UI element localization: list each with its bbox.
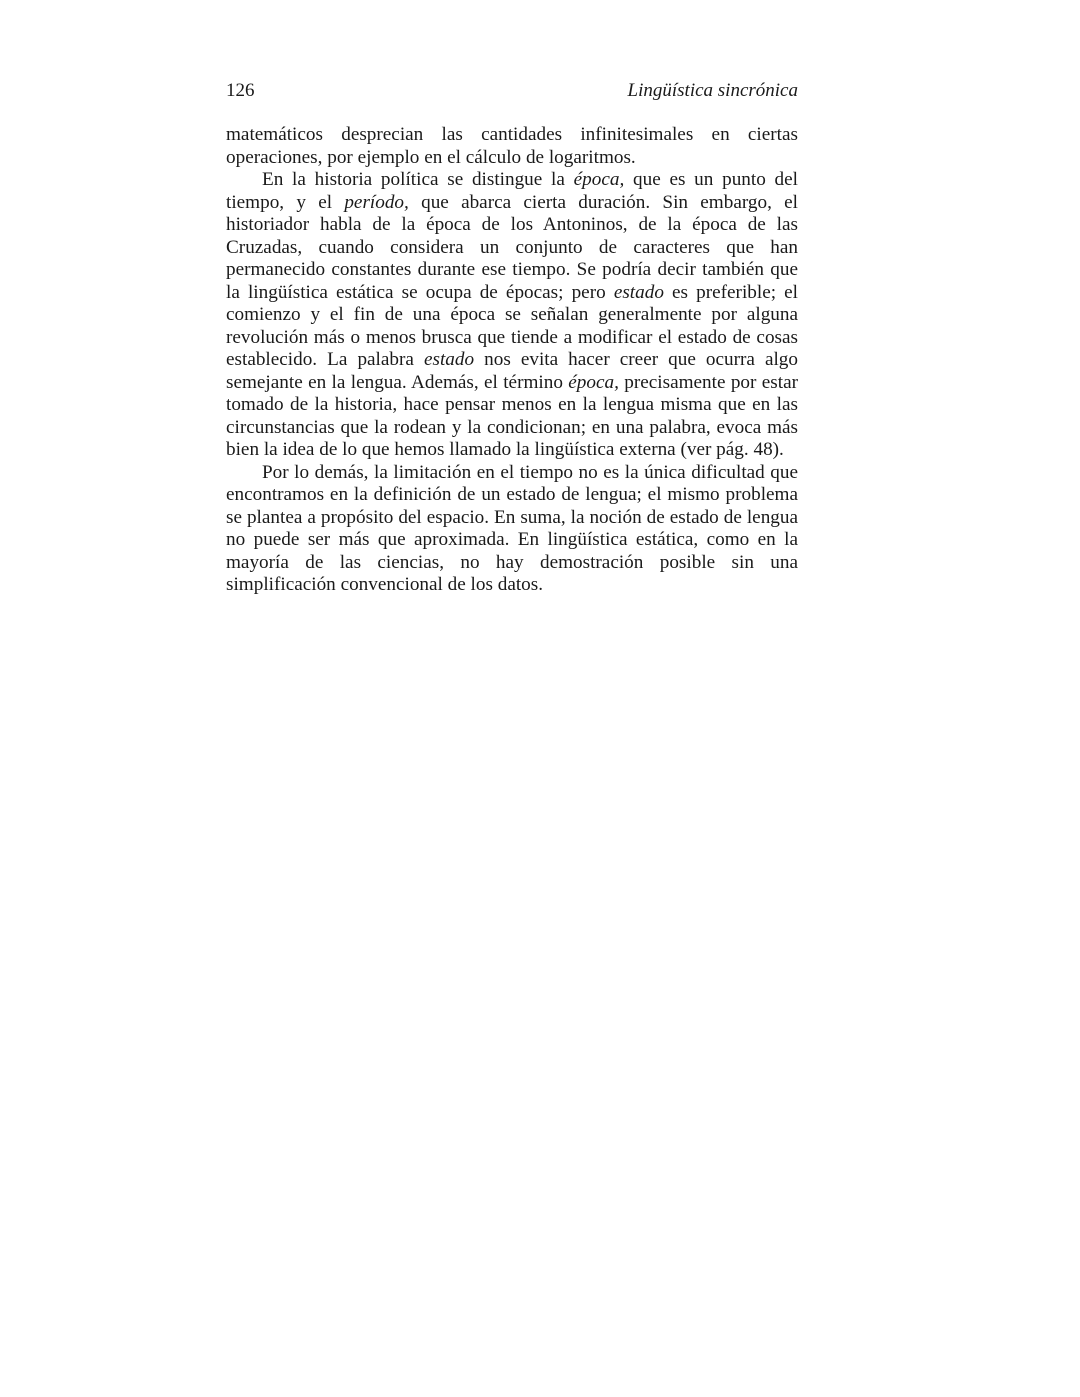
text-segment: En la historia política se distingue la [262, 169, 574, 190]
paragraph-3 [226, 462, 798, 597]
text-segment: precisamente por estar tomado de la historia, hace pensar menos en la lengua misma que en las circunstancias que la rodean y la condicionan; en una palabra, evoca más bien la idea de lo que hemos llamado la lingüística externa (ver pág. 48). [226, 371, 798, 460]
text-segment: Por lo demás, la limitación en el tiempo no es la única dificultad que encontramos en la definición de un estado de lengua; el mismo problema se plantea a propósito del espacio. En suma, la noción de estado de lengua no puede ser más que aproximada. En lingüística estática, como en la mayoría de las ciencias, no hay demostración posible sin una simplificación convencional de los datos. [226, 461, 798, 595]
italic-term: estado [423, 349, 475, 370]
text-segment: que abarca cierta duración. Sin embargo, el historiador habla de la época de los Antoninos, de la época de las Cruzadas, cuando considera un conjunto de caracteres que han permanecido constantes durante ese tiempo. Se podría decir también que la lingüística estática se ocupa de épocas; pero [226, 191, 798, 303]
italic-term: época, [568, 371, 619, 393]
italic-term: período, [344, 191, 409, 213]
text-segment: nos evita hacer creer que ocurra algo semejante en la lengua. Además, el término [226, 349, 798, 393]
book-page [226, 78, 798, 597]
paragraph-1 [226, 124, 798, 169]
page-number: 126 [226, 80, 255, 101]
body-text [226, 124, 798, 597]
running-title: Lingüística sincrónica [627, 80, 798, 101]
italic-term: época, [573, 169, 625, 190]
text-segment: que es un punto del tiempo, y el [226, 169, 798, 213]
italic-term: estado [613, 281, 664, 303]
text-segment: matemáticos desprecian las cantidades infinitesimales en ciertas operaciones, por ejemplo en el cálculo de logaritmos. [226, 124, 798, 168]
paragraph-2 [226, 169, 798, 462]
text-segment: es preferible; el comienzo y el fin de una época se señalan generalmente por alguna revolución más o menos brusca que tiende a modificar el estado de cosas establecido. La palabra [226, 281, 799, 370]
running-head [226, 78, 798, 104]
